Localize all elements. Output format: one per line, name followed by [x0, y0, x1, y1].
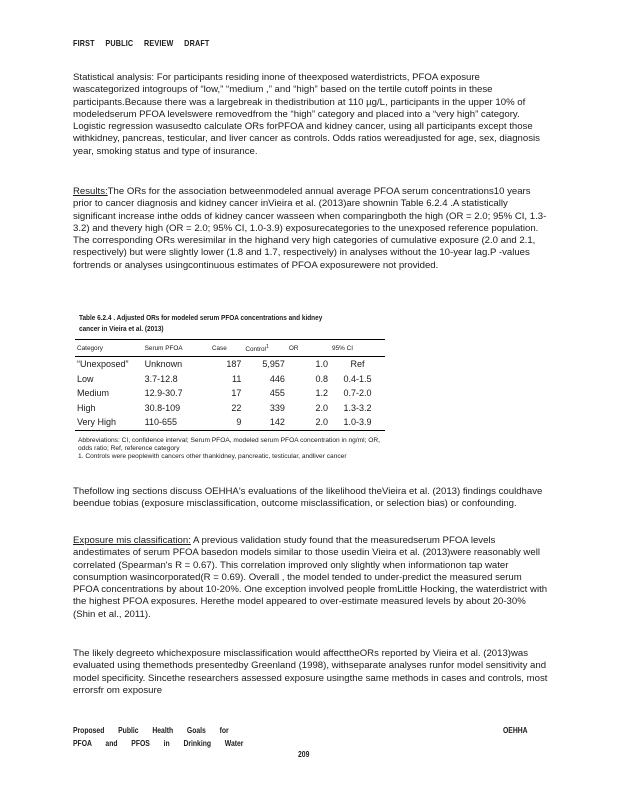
table-cell: 9 — [210, 415, 244, 430]
table-cell: 446 — [269, 373, 285, 384]
table-cell: Very High — [75, 415, 143, 430]
col-or: OR — [287, 340, 330, 357]
table-cell: 455 — [269, 388, 285, 399]
control-footnote-mark: 1 — [265, 344, 269, 350]
exposure-misclassification-paragraph — [73, 535, 548, 621]
table-cell: Low — [77, 373, 94, 384]
following-sections-paragraph: Thefollow ing sections discuss OEHHA's evaluations of the likelihood theVieira et al. (2013) findings couldhave beendue tobias (exposure misclassification, outcome misclassification, or selection bias) or confounding. — [73, 486, 543, 510]
table-row — [75, 415, 385, 430]
col-category: Category — [75, 340, 143, 357]
table-cell: Unknown — [144, 359, 183, 370]
likely-degree-paragraph: The likely degreeto whichexposure misclassification would affecttheORs reported by Vieira et al. (2013)was evaluated using themethods presentedby Greenland (1998), withseparate analyses runfor model sensitivity and model specificity. Sincethe researchers assessed exposure usingthe same methods in cases and controls, most errorsfr om exposure — [73, 648, 548, 696]
table-row — [75, 386, 385, 401]
exposure-misclassification-heading: Exposure mis classification: — [73, 535, 191, 546]
table-cell: 1.3-3.2 — [343, 402, 372, 413]
table-cell: Medium — [77, 388, 110, 399]
table-cell: 5,957 — [262, 359, 285, 370]
footer-title-line1: Proposed Public Health Goals for — [73, 726, 229, 735]
statistical-analysis-paragraph: Statistical analysis: For participants residing inone of theexposed waterdistricts, PFOA exposure wascategorized intogroups of “low,” “medium ,” and “high” based on the tertile cutoff points in these participants.Because there was a largebreak in thedistribution at 110 µg/L, participants in the upper 10% of modeledserum PFOA levelswere removedfrom the “high” category and placed into a “very high” category. Logistic regression wasusedto calculate ORs forPFOA and kidney cancer, using all participants except those withkidney, pancreas, testicular, and liver cancer as controls. Odds ratios wereadjusted for age, sex, diagnosis year, smoking status and type of insurance. — [73, 72, 540, 157]
table-row — [75, 372, 385, 387]
table-header-row — [75, 340, 385, 357]
col-case: Case — [210, 340, 244, 357]
table-cell: 2.0 — [287, 415, 330, 430]
footer-agency: OEHHA — [503, 726, 528, 735]
table-notes — [78, 437, 388, 462]
table-cell: “Unexposed” — [77, 359, 129, 370]
table-caption: Table 6.2.4 . Adjusted ORs for modeled serum PFOA concentrations and kidney cancer in Vieira et al. (2013) — [79, 313, 323, 333]
table-cell: 110-655 — [143, 415, 210, 430]
table-cell: 1.0 — [315, 359, 329, 370]
table-row — [75, 357, 385, 372]
footer-doc-title — [73, 725, 260, 750]
results-paragraph — [73, 186, 548, 272]
draft-header: FIRST PUBLIC REVIEW DRAFT — [73, 38, 210, 48]
table-cell: 0.7-2.0 — [343, 388, 372, 399]
col-ci: 95% CI — [330, 340, 385, 357]
or-table — [75, 339, 385, 431]
table-cell: 12.9-30.7 — [144, 388, 183, 399]
table-cell: 1.2 — [315, 388, 329, 399]
table-cell: 142 — [243, 415, 287, 430]
col-serum: Serum PFOA — [143, 340, 210, 357]
table-note-abbreviations: Abbreviations: CI, confidence interval; Serum PFOA, modeled serum PFOA concentration in ng/ml; OR, odds ratio; Ref, reference category — [78, 437, 380, 453]
footer-title-line2: PFOA and PFOS in Drinking Water — [73, 738, 244, 748]
table-cell: 30.8-109 — [144, 402, 181, 413]
results-text: The ORs for the association betweenmodeled annual average PFOA serum concentrations10 years prior to cancer diagnosis and kidney cancer inVieira et al. (2013)are shownin Table 6.2.4 .A statistically significant increase inthe odds of kidney cancer wasseen when comparingboth the high (OR = 2.0; 95% CI, 1.3-3.2) and thevery high (OR = 2.0; 95% CI, 1.0-3.9) exposurecategories to the unexposed reference population. The corresponding ORs weresimilar in the highand very high categories of cumulative exposure (2.0 and 2.1, respectively) but were slightly lower (1.8 and 1.7, respectively) in analyses without the 10-year lag.P -values fortrends or analyses usingcontinuous estimates of PFOA exposurewere not provided. — [73, 186, 547, 271]
table-cell: Ref — [350, 359, 365, 370]
table-row — [75, 401, 385, 416]
table-cell: 2.0 — [315, 402, 329, 413]
table-cell: 17 — [231, 388, 242, 399]
results-heading: Results: — [73, 186, 108, 197]
exposure-misclassification-text: A previous validation study found that the measuredserum PFOA levels andestimates of serum PFOA basedon models similar to those usedin Vieira et al. (2013)were reasonably well correlated (Spearman's R = 0.67). This correlation improved only slightly when informationon tap water consumption wasincorporated(R = 0.69). Overall , the model tended to under-predict the measured serum PFOA concentrations by about 10-20%. One exception involved people fromLittle Hocking, the waterdistrict with the highest PFOA exposures. Herethe model appeared to over-estimate measured levels by about 20-30% (Shin et al., 2011). — [73, 535, 548, 620]
table-note-controls: 1. Controls were peoplewith cancers other thankidney, pancreatic, testicular, andliver cancer — [78, 453, 347, 461]
table-cell: 187 — [226, 359, 242, 370]
page-number: 209 — [298, 750, 310, 759]
table-cell: 1.0-3.9 — [330, 415, 385, 430]
table-cell: 22 — [231, 402, 242, 413]
table-cell: High — [77, 402, 96, 413]
table-cell: 0.4-1.5 — [343, 373, 372, 384]
table-cell: 11 — [232, 373, 242, 384]
table-cell: 0.8 — [315, 373, 329, 384]
col-control: Control$^1$ — [243, 340, 287, 357]
table-cell: 3.7-12.8 — [144, 373, 178, 384]
table-cell: 339 — [269, 402, 285, 413]
